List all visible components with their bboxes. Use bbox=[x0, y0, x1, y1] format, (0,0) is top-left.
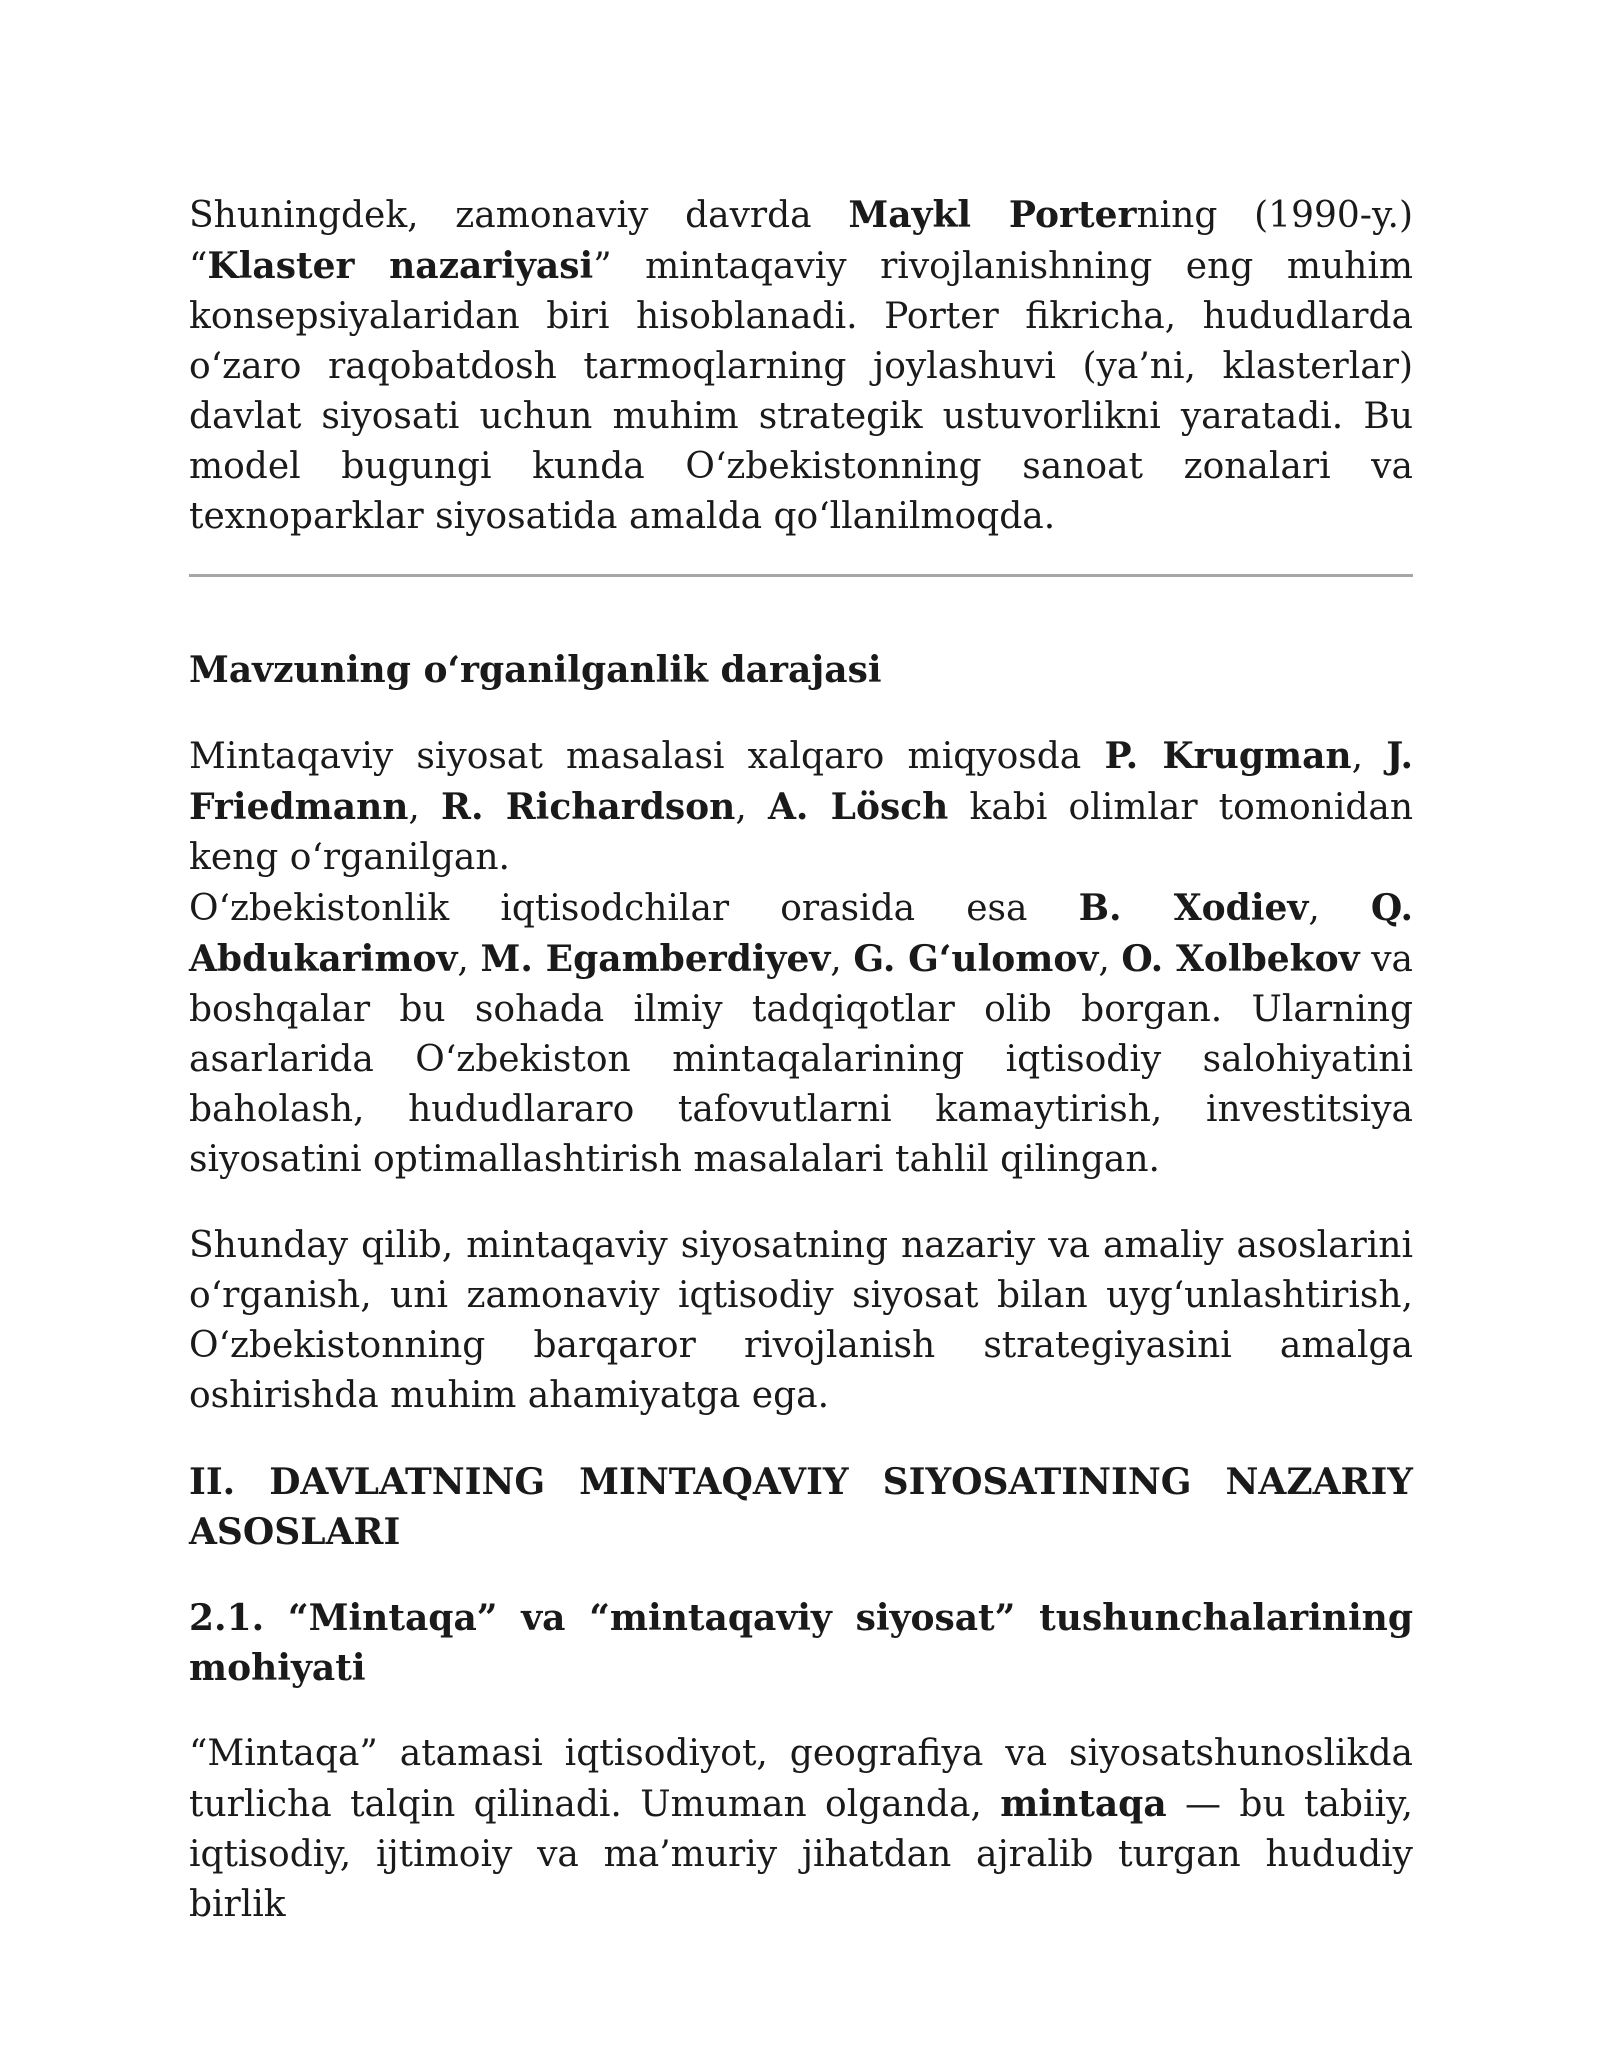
paragraph-region-definition: “Mintaqa” atamasi iqtisodiyot, geografiya va siyosatshunoslikda turlicha talqin qilinadi. Umuman olganda, mintaqa — bu tabiiy, iqtisodiy, ijtimoiy va ma’muriy jihatdan ajralib turgan hududiy birlik bbox=[189, 1733, 1413, 1925]
document-page bbox=[189, 190, 1413, 1930]
paragraph-conclusion: Shunday qilib, mintaqaviy siyosatning nazariy va amaliy asoslarini o‘rganish, uni zamonaviy iqtisodiy siyosat bilan uyg‘unlashtirish, O‘zbekistonning barqaror rivojlanish strategiyasini amalga oshirishda muhim ahamiyatga ega. bbox=[189, 1225, 1413, 1416]
heading-subsection-2-1: 2.1. “Mintaqa” va “mintaqaviy siyosat” tushunchalarining mohiyati bbox=[189, 1597, 1413, 1689]
paragraph-international-scholars: Mintaqaviy siyosat masalasi xalqaro miqyosda P. Krugman, J. Friedmann, R. Richardson, A. Lösch kabi olimlar tomonidan keng o‘rganilgan. bbox=[189, 735, 1414, 878]
horizontal-divider bbox=[189, 574, 1413, 577]
paragraph-uzbek-economists: O‘zbekistonlik iqtisodchilar orasida esa B. Xodiev, Q. Abdukarimov, M. Egamberdiyev, G. G‘ulomov, O. Xolbekov va boshqalar bu sohada ilmiy tadqiqotlar olib borgan. Ularning asarlarida O‘zbekiston mintaqalarining iqtisodiy salohiyatini baholash, hududlararo tafovutlarni kamaytirish, investitsiya siyosatini optimallashtirish masalalari tahlil qilingan. bbox=[189, 887, 1414, 1180]
heading-topic-study-level: Mavzuning o‘rganilganlik darajasi bbox=[189, 649, 882, 691]
heading-section-ii: II. DAVLATNING MINTAQAVIY SIYOSATINING NAZARIY ASOSLARI bbox=[189, 1461, 1413, 1553]
paragraph-porter-cluster: Shuningdek, zamonaviy davrda Maykl Porterning (1990-y.) “Klaster nazariyasi” mintaqaviy rivojlanishning eng muhim konsepsiyalaridan biri hisoblanadi. Porter fikricha, hududlarda o‘zaro raqobatdosh tarmoqlarning joylashuvi (ya’ni, klasterlar) davlat siyosati uchun muhim strategik ustuvorlikni yaratadi. Bu model bugungi kunda O‘zbekistonning sanoat zonalari va texnoparklar siyosatida amalda qo‘llanilmoqda. bbox=[189, 194, 1414, 537]
